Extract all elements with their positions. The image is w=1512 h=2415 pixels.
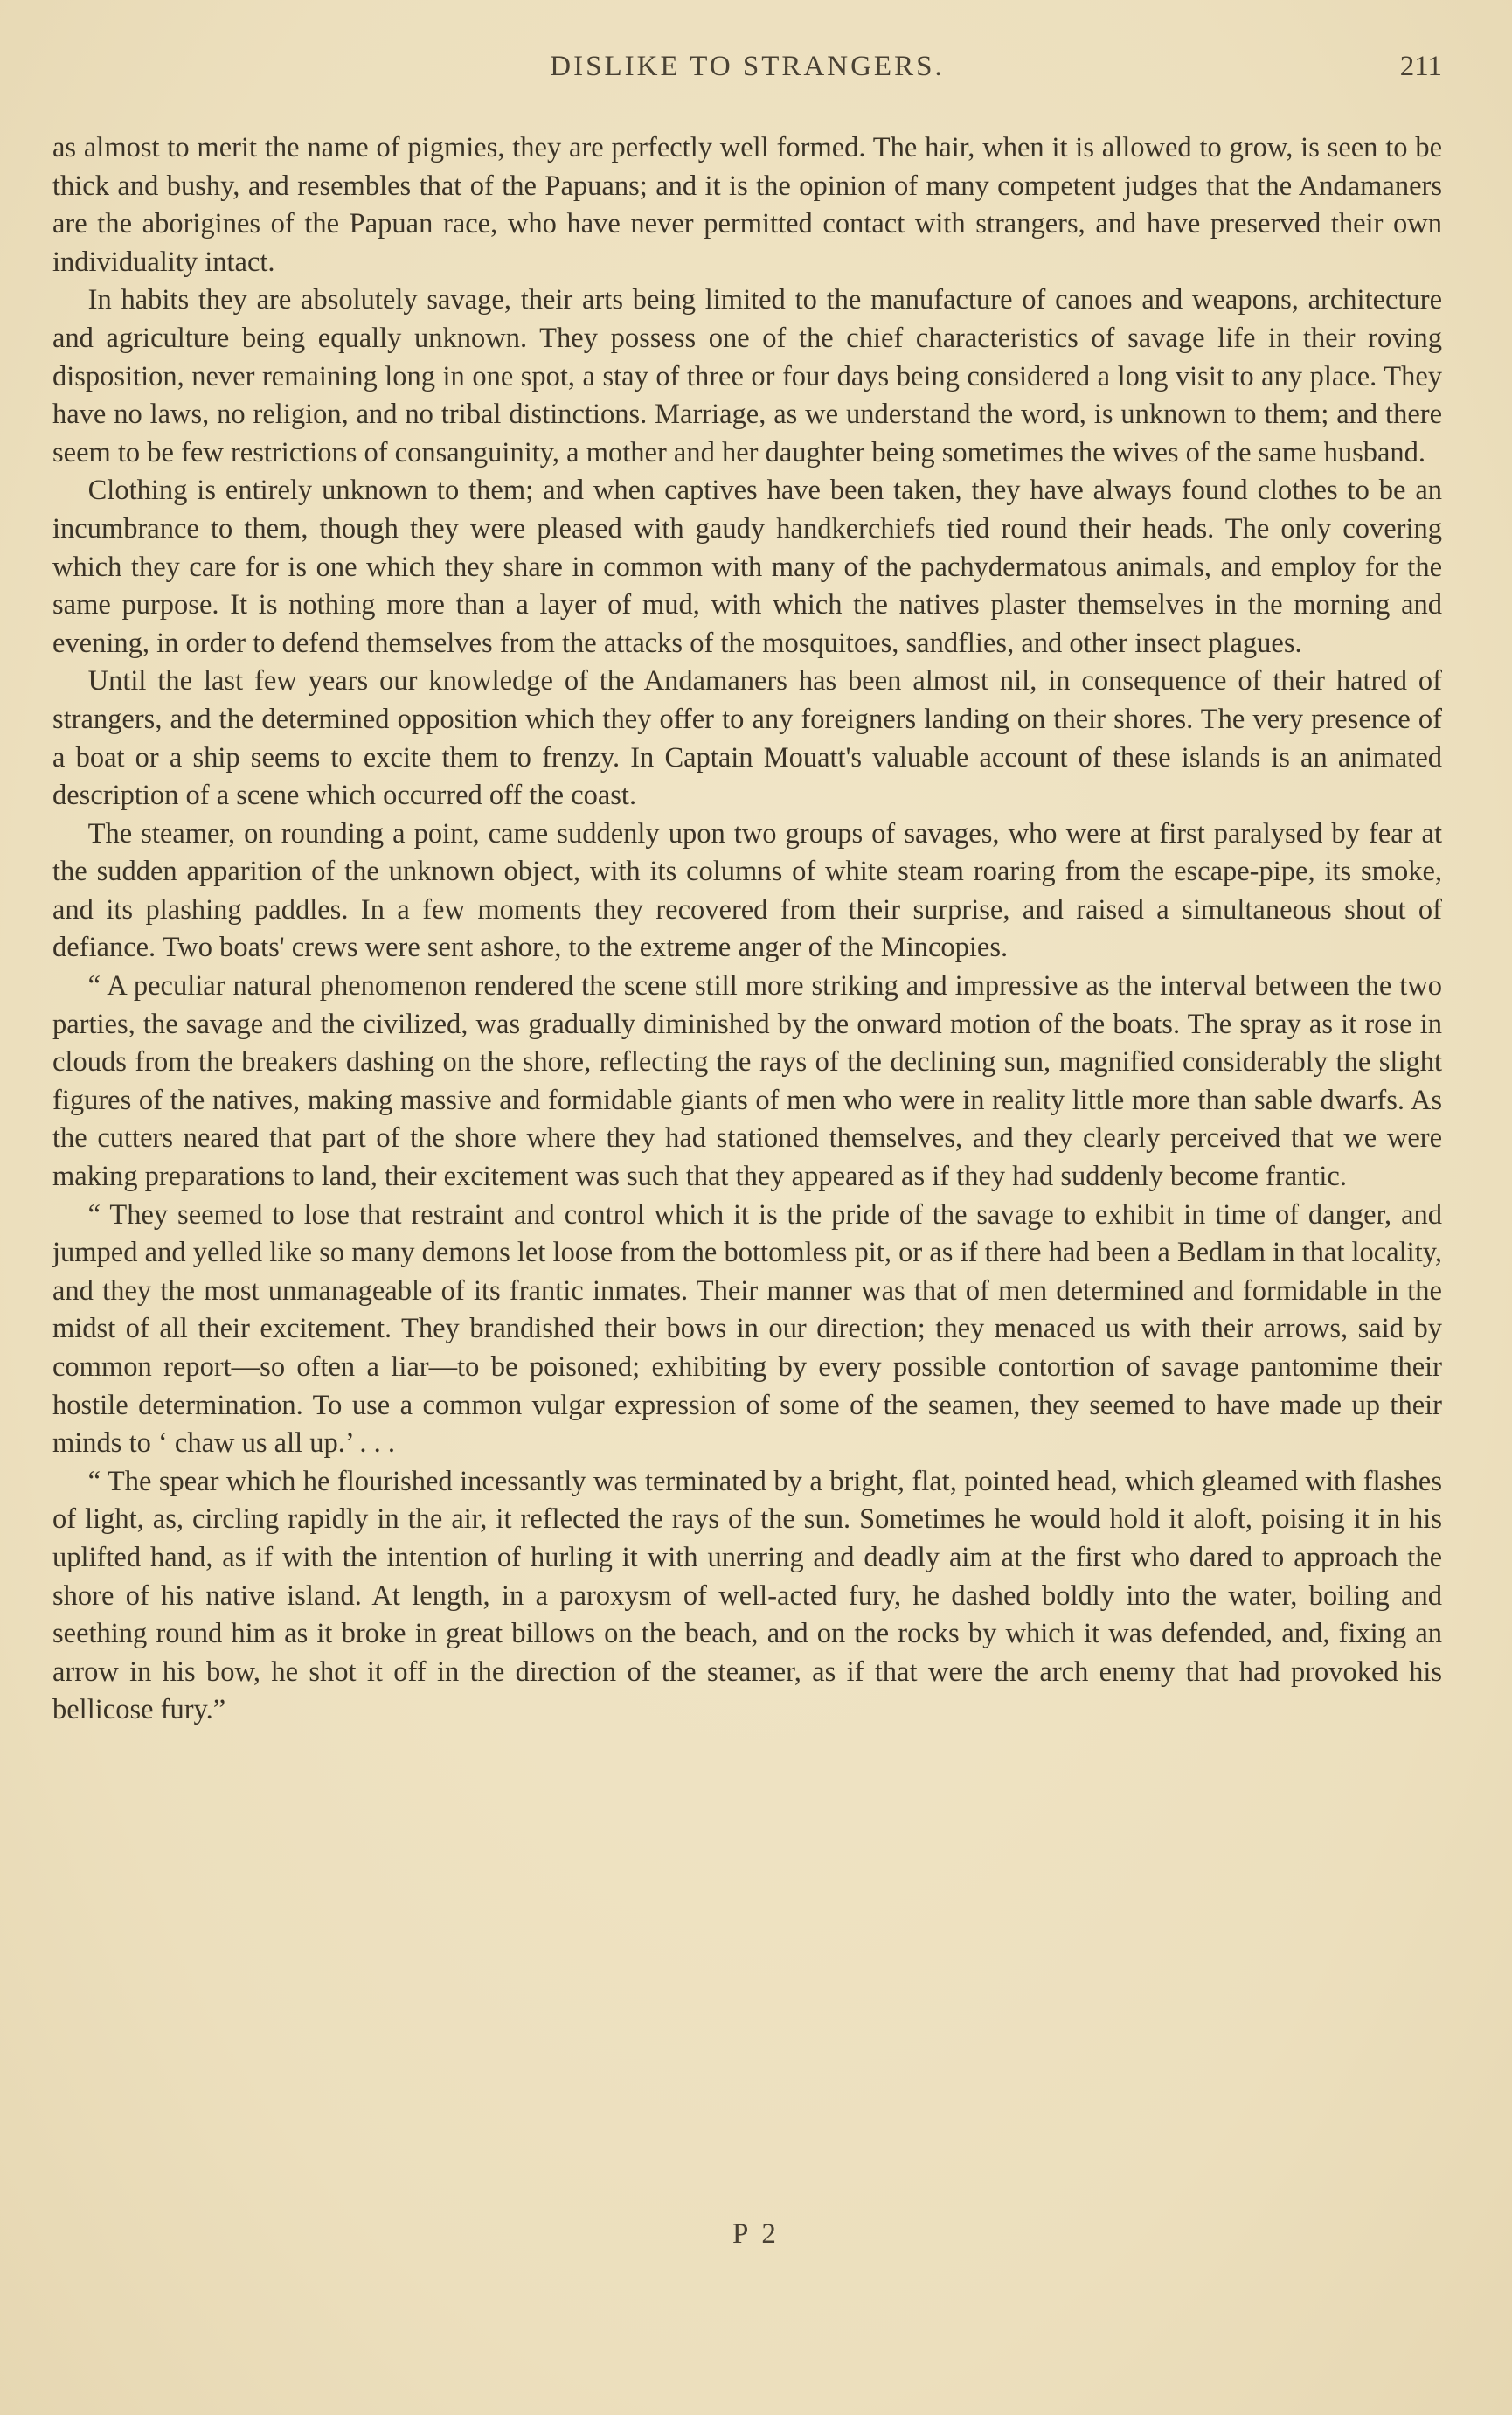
paragraph-1: as almost to merit the name of pigmies, they are perfectly well formed. The hair, when it is allowed to grow, is seen to be thick and bushy, and resembles that of the Papuans; and it is the opinion of many competent judges that the Andamaners are the aborigines of the Papuan race, who have never permitted contact with strangers, and have preserved their own individuality intact.	[52, 132, 1442, 278]
paragraph-6-quote: “ A peculiar natural phenomenon rendered the scene still more striking and impressive as the interval between the two parties, the savage and the civilized, was gradually diminished by the onward motion of the boats. The spray as it rose in clouds from the breakers dashing on the shore, reflecting the rays of the declining sun, magnified considerably the slight figures of the natives, making massive and formidable giants of men who were in reality little more than sable dwarfs. As the cutters neared that part of the shore where they had stationed themselves, and they clearly perceived that we were making preparations to land, their excitement was such that they appeared as if they had suddenly become frantic.	[52, 970, 1442, 1193]
paragraph-7-quote: “ They seemed to lose that restraint and control which it is the pride of the savage to exhibit in time of danger, and jumped and yelled like so many demons let loose from the bottomless pit, or as if there had been a Bedlam in that locality, and they the most unmanageable of its frantic inmates. Their manner was that of men determined and formidable in the midst of all their excitement. They brandished their bows in our direction; they menaced us with their arrows, said by common report—so often a liar—to be poisoned; exhibiting by every possible contortion of savage pantomime their hostile determination. To use a common vulgar expression of some of the seamen, they seemed to have made up their minds to ‘ chaw us all up.’ . . .	[52, 1198, 1442, 1460]
paragraph-4: Until the last few years our knowledge of the Andamaners has been almost nil, in consequence of their hatred of strangers, and the determined opposition which they offer to any foreigners landing on their shores. The very presence of a boat or a ship seems to excite them to frenzy. In Captain Mouatt's valuable account of these islands is an animated description of a scene which occurred off the coast.	[52, 665, 1442, 812]
paragraph-8-quote: “ The spear which he flourished incessantly was terminated by a bright, flat, pointed head, which gleamed with flashes of light, as, circling rapidly in the air, it reflected the rays of the sun. Sometimes he would hold it aloft, poising it in his uplifted hand, as if with the intention of hurling it with unerring and deadly aim at the first who dared to approach the shore of his native island. At length, in a paroxysm of well-acted fury, he dashed boldly into the water, boiling and seething round him as it broke in great billows on the beach, and on the rocks by which it was defended, and, fixing an arrow in his bow, he shot it off in the direction of the steamer, as if that were the arch enemy that had provoked his bellicose fury.”	[52, 1465, 1442, 1726]
paragraph-2: In habits they are absolutely savage, their arts being limited to the manufacture of canoes and weapons, architecture and agriculture being equally unknown. They possess one of the chief characteristics of savage life in their roving disposition, never remaining long in one spot, a stay of three or four days being considered a long visit to any place. They have no laws, no religion, and no tribal distinctions. Marriage, as we understand the word, is unknown to them; and there seem to be few restrictions of consanguinity, a mother and her daughter being sometimes the wives of the same husband.	[52, 284, 1442, 468]
page-number: 211	[1399, 51, 1442, 82]
signature-mark: P 2	[732, 2218, 780, 2250]
paragraph-5: The steamer, on rounding a point, came suddenly upon two groups of savages, who were at first paralysed by fear at the sudden apparition of the unknown object, with its columns of white steam roaring from the escape-pipe, its smoke, and its plashing paddles. In a few moments they recovered from their surprise, and raised a simultaneous shout of defiance. Two boats' crews were sent ashore, to the extreme anger of the Mincopies.	[52, 817, 1442, 964]
paragraph-3: Clothing is entirely unknown to them; and when captives have been taken, they have always found clothes to be an incumbrance to them, though they were pleased with gaudy handkerchiefs tied round their heads. The only covering which they care for is one which they share in common with many of the pachydermatous animals, and employ for the same purpose. It is nothing more than a layer of mud, with which the natives plaster themselves in the morning and evening, in order to defend themselves from the attacks of the mosquitoes, sandflies, and other insect plagues.	[52, 475, 1442, 659]
body-text	[52, 129, 1442, 1730]
page-header	[52, 51, 1442, 94]
running-title: DISLIKE TO STRANGERS.	[550, 51, 945, 82]
